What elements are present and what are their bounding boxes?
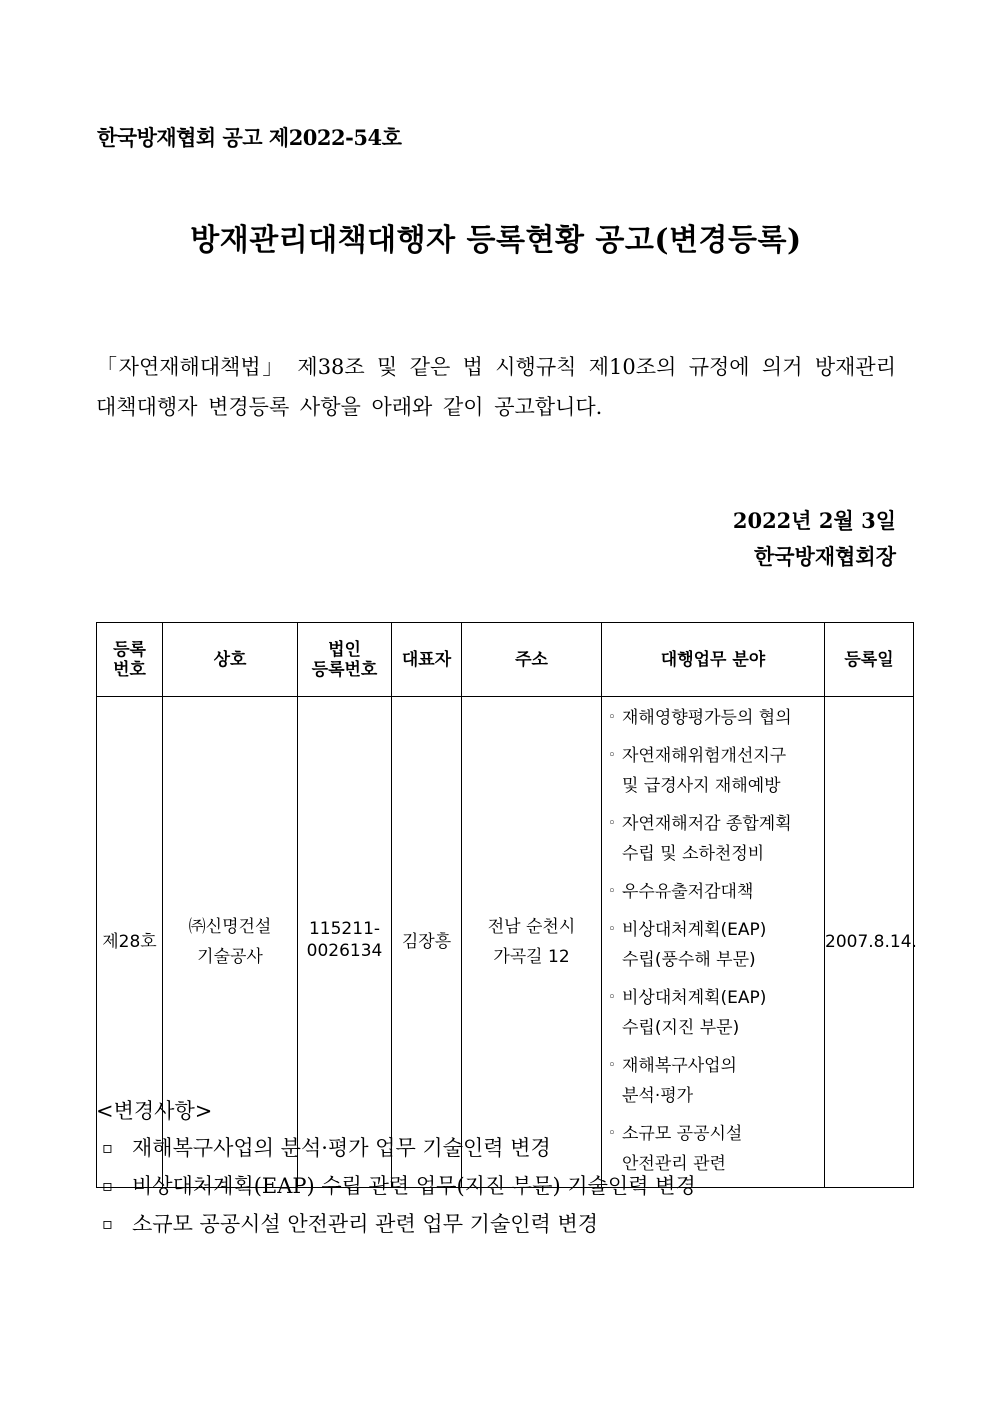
- field-item: ◦ 비상대처계획(EAP) 수립(풍수해 부문): [606, 915, 820, 975]
- list-item: ▫ 비상대처계획(EAP) 수립 관련 업무(지진 부문) 기술인력 변경: [96, 1167, 696, 1205]
- square-bullet-icon: ▫: [102, 1176, 113, 1195]
- bullet-icon: ◦: [608, 990, 616, 1005]
- list-item: ▫ 소규모 공공시설 안전관리 관련 업무 기술인력 변경: [96, 1205, 696, 1243]
- header-reg-date: 등록일: [825, 623, 914, 697]
- header-address: 주소: [462, 623, 602, 697]
- cell-reg-date: 2007.8.14.: [825, 697, 914, 1188]
- header-corp-no: 법인 등록번호: [298, 623, 392, 697]
- bullet-icon: ◦: [608, 710, 616, 725]
- cell-reg-no: 제28호: [97, 697, 163, 1188]
- cell-address: 전남 순천시 가곡길 12: [462, 697, 602, 1188]
- header-reg-no: 등록 번호: [97, 623, 163, 697]
- field-item: ◦ 비상대처계획(EAP) 수립(지진 부문): [606, 983, 820, 1043]
- field-item: ◦ 재해복구사업의 분석·평가: [606, 1051, 820, 1111]
- field-item: ◦ 재해영향평가등의 협의: [606, 703, 820, 733]
- table-header-row: [97, 623, 914, 697]
- bullet-icon: ◦: [608, 748, 616, 763]
- bullet-icon: ◦: [608, 816, 616, 831]
- square-bullet-icon: ▫: [102, 1138, 113, 1157]
- field-item: ◦ 소규모 공공시설 안전관리 관련: [606, 1119, 820, 1179]
- field-item: ◦ 자연재해위험개선지구 및 급경사지 재해예방: [606, 741, 820, 801]
- bullet-icon: ◦: [608, 1058, 616, 1073]
- bullet-icon: ◦: [608, 1126, 616, 1141]
- notice-number: 한국방재협회 공고 제2022-54호: [97, 125, 402, 150]
- cell-company: ㈜신명건설 기술공사: [163, 697, 298, 1188]
- body-paragraph: 「자연재해대책법」 제38조 및 같은 법 시행규칙 제10조의 규정에 의거 방재관리 대책대행자 변경등록 사항을 아래와 같이 공고합니다.: [96, 355, 896, 419]
- square-bullet-icon: ▫: [102, 1214, 113, 1233]
- document-title: 방재관리대책대행자 등록현황 공고(변경등록): [190, 223, 802, 258]
- changes-section: [96, 1093, 696, 1243]
- issuer-name: 한국방재협회장: [753, 544, 896, 569]
- cell-representative: 김장흥: [392, 697, 462, 1188]
- header-representative: 대표자: [392, 623, 462, 697]
- cell-corp-no: 115211- 0026134: [298, 697, 392, 1188]
- list-item: ▫ 재해복구사업의 분석·평가 업무 기술인력 변경: [96, 1129, 696, 1167]
- field-item: ◦ 우수유출저감대책: [606, 877, 820, 907]
- header-fields: 대행업무 분야: [602, 623, 825, 697]
- changes-title: <변경사항>: [96, 1099, 213, 1123]
- field-item: ◦ 자연재해저감 종합계획 수립 및 소하천정비: [606, 809, 820, 869]
- header-company: 상호: [163, 623, 298, 697]
- bullet-icon: ◦: [608, 922, 616, 937]
- bullet-icon: ◦: [608, 884, 616, 899]
- notice-date: 2022년 2월 3일: [732, 508, 896, 533]
